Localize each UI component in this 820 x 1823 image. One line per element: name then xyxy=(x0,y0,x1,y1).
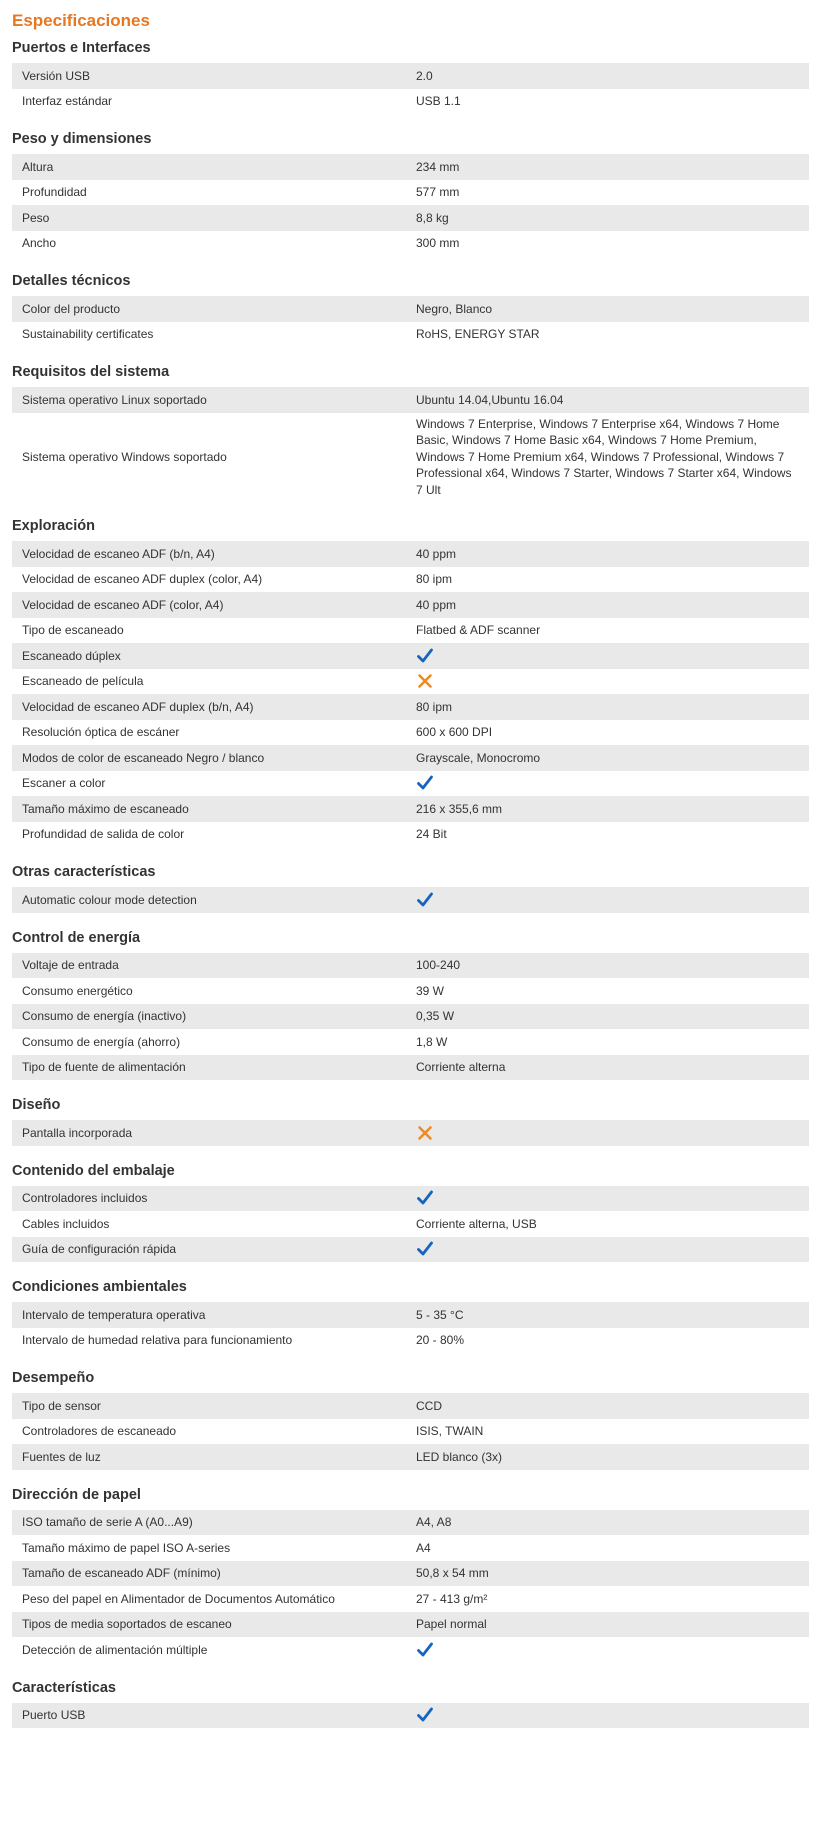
spec-value: CCD xyxy=(416,1398,442,1413)
spec-value-icon xyxy=(404,643,809,669)
spec-label: ISO tamaño de serie A (A0...A9) xyxy=(22,1515,193,1529)
page-title: Especificaciones xyxy=(12,11,150,30)
spec-label: Profundidad de salida de color xyxy=(22,827,185,841)
spec-table xyxy=(12,953,809,1081)
spec-value: USB 1.1 xyxy=(416,94,461,108)
section-title: Peso y dimensiones xyxy=(12,131,152,147)
spec-label: Velocidad de escaneo ADF (b/n, A4) xyxy=(22,546,215,561)
spec-row xyxy=(12,1393,809,1419)
spec-value: ISIS, TWAIN xyxy=(416,1424,484,1438)
spec-row xyxy=(12,387,809,413)
spec-label: Cables incluidos xyxy=(22,1216,110,1231)
section-title: Control de energía xyxy=(12,929,141,946)
spec-table xyxy=(12,154,809,256)
spec-label: Controladores incluidos xyxy=(22,1191,148,1205)
spec-value: 1,8 W xyxy=(416,1034,448,1049)
spec-table xyxy=(12,1510,809,1663)
spec-row xyxy=(12,796,809,822)
spec-row xyxy=(12,1612,809,1638)
spec-value: 600 x 600 DPI xyxy=(416,725,493,739)
spec-value: 0,35 W xyxy=(416,1009,455,1023)
section-title: Dirección de papel xyxy=(12,1486,141,1503)
spec-value: Corriente alterna, USB xyxy=(416,1216,537,1231)
check-icon xyxy=(416,1240,434,1258)
spec-row xyxy=(12,541,809,567)
spec-value: A4 xyxy=(416,1540,431,1555)
spec-row xyxy=(12,63,809,89)
spec-label: Peso xyxy=(22,210,50,225)
spec-label: Automatic colour mode detection xyxy=(22,892,197,907)
spec-row xyxy=(12,1211,809,1237)
spec-value-icon xyxy=(404,669,809,695)
spec-row xyxy=(12,1444,809,1470)
spec-value-icon xyxy=(404,1637,809,1663)
spec-table xyxy=(12,1120,809,1146)
section-title: Detalles técnicos xyxy=(12,273,131,289)
spec-table xyxy=(12,541,809,847)
spec-value: 5 - 35 °C xyxy=(416,1307,464,1322)
spec-section xyxy=(12,1678,809,1729)
spec-table xyxy=(12,1186,809,1263)
spec-section xyxy=(12,38,809,114)
spec-value: Flatbed & ADF scanner xyxy=(416,623,541,637)
spec-label: Tipos de media soportados de escaneo xyxy=(22,1617,232,1631)
section-title: Características xyxy=(12,1679,116,1696)
spec-section xyxy=(12,129,809,256)
spec-row xyxy=(12,296,809,322)
spec-value: 39 W xyxy=(416,983,445,998)
spec-table xyxy=(12,387,809,501)
spec-table xyxy=(12,887,809,913)
spec-value: Ubuntu 14.04,Ubuntu 16.04 xyxy=(416,392,564,407)
spec-value: 40 ppm xyxy=(416,597,457,612)
spec-label: Versión USB xyxy=(22,68,91,83)
spec-label: Sistema operativo Windows soportado xyxy=(22,449,227,464)
check-icon xyxy=(416,774,434,792)
section-title: Exploración xyxy=(12,518,95,534)
spec-label: Sistema operativo Linux soportado xyxy=(22,392,207,407)
spec-row xyxy=(12,567,809,593)
spec-label: Interfaz estándar xyxy=(22,94,113,108)
spec-label: Escaneado dúplex xyxy=(22,648,121,663)
spec-label: Tipo de fuente de alimentación xyxy=(22,1060,186,1074)
spec-sections xyxy=(12,38,809,1728)
spec-value: 8,8 kg xyxy=(416,210,449,225)
spec-label: Peso del papel en Alimentador de Documentos Automático xyxy=(22,1591,335,1606)
check-icon xyxy=(416,1189,434,1207)
spec-label: Fuentes de luz xyxy=(22,1449,101,1464)
spec-row xyxy=(12,154,809,180)
section-title: Diseño xyxy=(12,1097,61,1113)
spec-label: Consumo energético xyxy=(22,983,133,998)
spec-section xyxy=(12,1277,809,1353)
spec-value: 100-240 xyxy=(416,958,461,972)
spec-row xyxy=(12,205,809,231)
section-title: Desempeño xyxy=(12,1370,95,1386)
spec-row xyxy=(12,669,809,695)
spec-label: Consumo de energía (inactivo) xyxy=(22,1009,187,1023)
spec-label: Voltaje de entrada xyxy=(22,958,119,972)
cross-icon xyxy=(416,1124,434,1142)
spec-row xyxy=(12,822,809,848)
spec-row xyxy=(12,89,809,115)
spec-label: Detección de alimentación múltiple xyxy=(22,1642,208,1657)
spec-label: Ancho xyxy=(22,236,57,250)
spec-label: Intervalo de temperatura operativa xyxy=(22,1307,206,1322)
spec-label: Intervalo de humedad relativa para funcionamiento xyxy=(22,1333,293,1347)
spec-value: 24 Bit xyxy=(416,827,447,841)
cross-icon xyxy=(416,672,434,690)
spec-value: 80 ipm xyxy=(416,699,453,714)
spec-row xyxy=(12,1237,809,1263)
spec-label: Tipo de escaneado xyxy=(22,623,124,637)
check-icon xyxy=(416,1706,434,1724)
spec-row xyxy=(12,643,809,669)
spec-row xyxy=(12,1703,809,1729)
spec-row xyxy=(12,1510,809,1536)
spec-label: Puerto USB xyxy=(22,1708,86,1722)
section-title: Otras características xyxy=(12,864,156,880)
spec-value: Windows 7 Enterprise, Windows 7 Enterprise x64, Windows 7 Home Basic, Windows 7 Home Basic x64, Windows 7 Home Premium, Windows 7 Home Premium x64, Windows 7 Professional, Windows 7 Professional x64, Windows 7 Starter, Windows 7 Starter x64, Windows 7 Ult xyxy=(416,416,792,497)
spec-row xyxy=(12,1186,809,1212)
spec-value: 40 ppm xyxy=(416,546,457,561)
spec-value: Grayscale, Monocromo xyxy=(416,750,541,765)
spec-table xyxy=(12,1703,809,1729)
spec-label: Controladores de escaneado xyxy=(22,1424,177,1438)
spec-value-icon xyxy=(404,1186,809,1212)
spec-label: Resolución óptica de escáner xyxy=(22,725,180,739)
spec-value: 50,8 x 54 mm xyxy=(416,1566,489,1580)
spec-table xyxy=(12,1302,809,1353)
spec-section xyxy=(12,862,809,913)
spec-row xyxy=(12,618,809,644)
spec-row xyxy=(12,771,809,797)
spec-label: Tamaño máximo de escaneado xyxy=(22,801,189,816)
spec-label: Tipo de sensor xyxy=(22,1398,101,1413)
spec-row xyxy=(12,231,809,257)
spec-value: 216 x 355,6 mm xyxy=(416,801,503,816)
spec-label: Consumo de energía (ahorro) xyxy=(22,1034,181,1049)
spec-label: Tamaño máximo de papel ISO A-series xyxy=(22,1540,231,1555)
spec-table xyxy=(12,63,809,114)
spec-section xyxy=(12,516,809,847)
spec-row xyxy=(12,1055,809,1081)
spec-value-icon xyxy=(404,1237,809,1263)
spec-label: Velocidad de escaneo ADF duplex (b/n, A4) xyxy=(22,699,254,714)
spec-row xyxy=(12,887,809,913)
spec-value: 20 - 80% xyxy=(416,1333,465,1347)
spec-value: Corriente alterna xyxy=(416,1060,506,1074)
spec-row xyxy=(12,592,809,618)
spec-label: Color del producto xyxy=(22,301,121,316)
spec-row xyxy=(12,1586,809,1612)
spec-row xyxy=(12,413,809,502)
spec-row xyxy=(12,180,809,206)
spec-label: Velocidad de escaneo ADF (color, A4) xyxy=(22,597,224,612)
spec-section xyxy=(12,271,809,347)
spec-value: 577 mm xyxy=(416,185,460,199)
spec-row xyxy=(12,1637,809,1663)
spec-section xyxy=(12,362,809,501)
spec-table xyxy=(12,1393,809,1470)
spec-row xyxy=(12,1328,809,1354)
check-icon xyxy=(416,1641,434,1659)
spec-label: Altura xyxy=(22,159,54,174)
spec-row xyxy=(12,1029,809,1055)
spec-section xyxy=(12,1368,809,1470)
section-title: Requisitos del sistema xyxy=(12,364,170,380)
check-icon xyxy=(416,647,434,665)
spec-label: Guía de configuración rápida xyxy=(22,1242,177,1256)
spec-value: Papel normal xyxy=(416,1617,487,1631)
section-title: Puertos e Interfaces xyxy=(12,40,151,56)
spec-section xyxy=(12,1095,809,1146)
spec-value: 234 mm xyxy=(416,159,460,174)
spec-row xyxy=(12,694,809,720)
spec-row xyxy=(12,953,809,979)
spec-label: Profundidad xyxy=(22,185,87,199)
spec-row xyxy=(12,322,809,348)
spec-value-icon xyxy=(404,887,809,913)
spec-section xyxy=(12,1485,809,1663)
spec-label: Pantalla incorporada xyxy=(22,1125,133,1140)
spec-value-icon xyxy=(404,1703,809,1729)
spec-label: Tamaño de escaneado ADF (mínimo) xyxy=(22,1566,221,1580)
section-title: Contenido del embalaje xyxy=(12,1162,175,1179)
spec-row xyxy=(12,978,809,1004)
check-icon xyxy=(416,891,434,909)
spec-label: Escaner a color xyxy=(22,776,106,790)
spec-value: 2.0 xyxy=(416,68,433,83)
spec-table xyxy=(12,296,809,347)
spec-value: LED blanco (3x) xyxy=(416,1449,503,1464)
spec-value-icon xyxy=(404,1120,809,1146)
spec-row xyxy=(12,1535,809,1561)
spec-label: Sustainability certificates xyxy=(22,327,154,341)
spec-section xyxy=(12,1161,809,1263)
spec-row xyxy=(12,1561,809,1587)
spec-row xyxy=(12,1004,809,1030)
spec-row xyxy=(12,1120,809,1146)
spec-value-icon xyxy=(404,771,809,797)
spec-value: 300 mm xyxy=(416,236,460,250)
spec-row xyxy=(12,1419,809,1445)
spec-row xyxy=(12,745,809,771)
spec-row xyxy=(12,720,809,746)
spec-label: Modos de color de escaneado Negro / blanco xyxy=(22,750,265,765)
spec-value: A4, A8 xyxy=(416,1515,452,1529)
spec-value: 27 - 413 g/m² xyxy=(416,1591,488,1606)
spec-row xyxy=(12,1302,809,1328)
section-title: Condiciones ambientales xyxy=(12,1279,187,1295)
spec-section xyxy=(12,928,809,1081)
spec-value: Negro, Blanco xyxy=(416,301,493,316)
spec-label: Escaneado de película xyxy=(22,674,144,688)
spec-value: 80 ipm xyxy=(416,572,453,586)
spec-label: Velocidad de escaneo ADF duplex (color, A4) xyxy=(22,572,263,586)
spec-value: RoHS, ENERGY STAR xyxy=(416,327,540,341)
